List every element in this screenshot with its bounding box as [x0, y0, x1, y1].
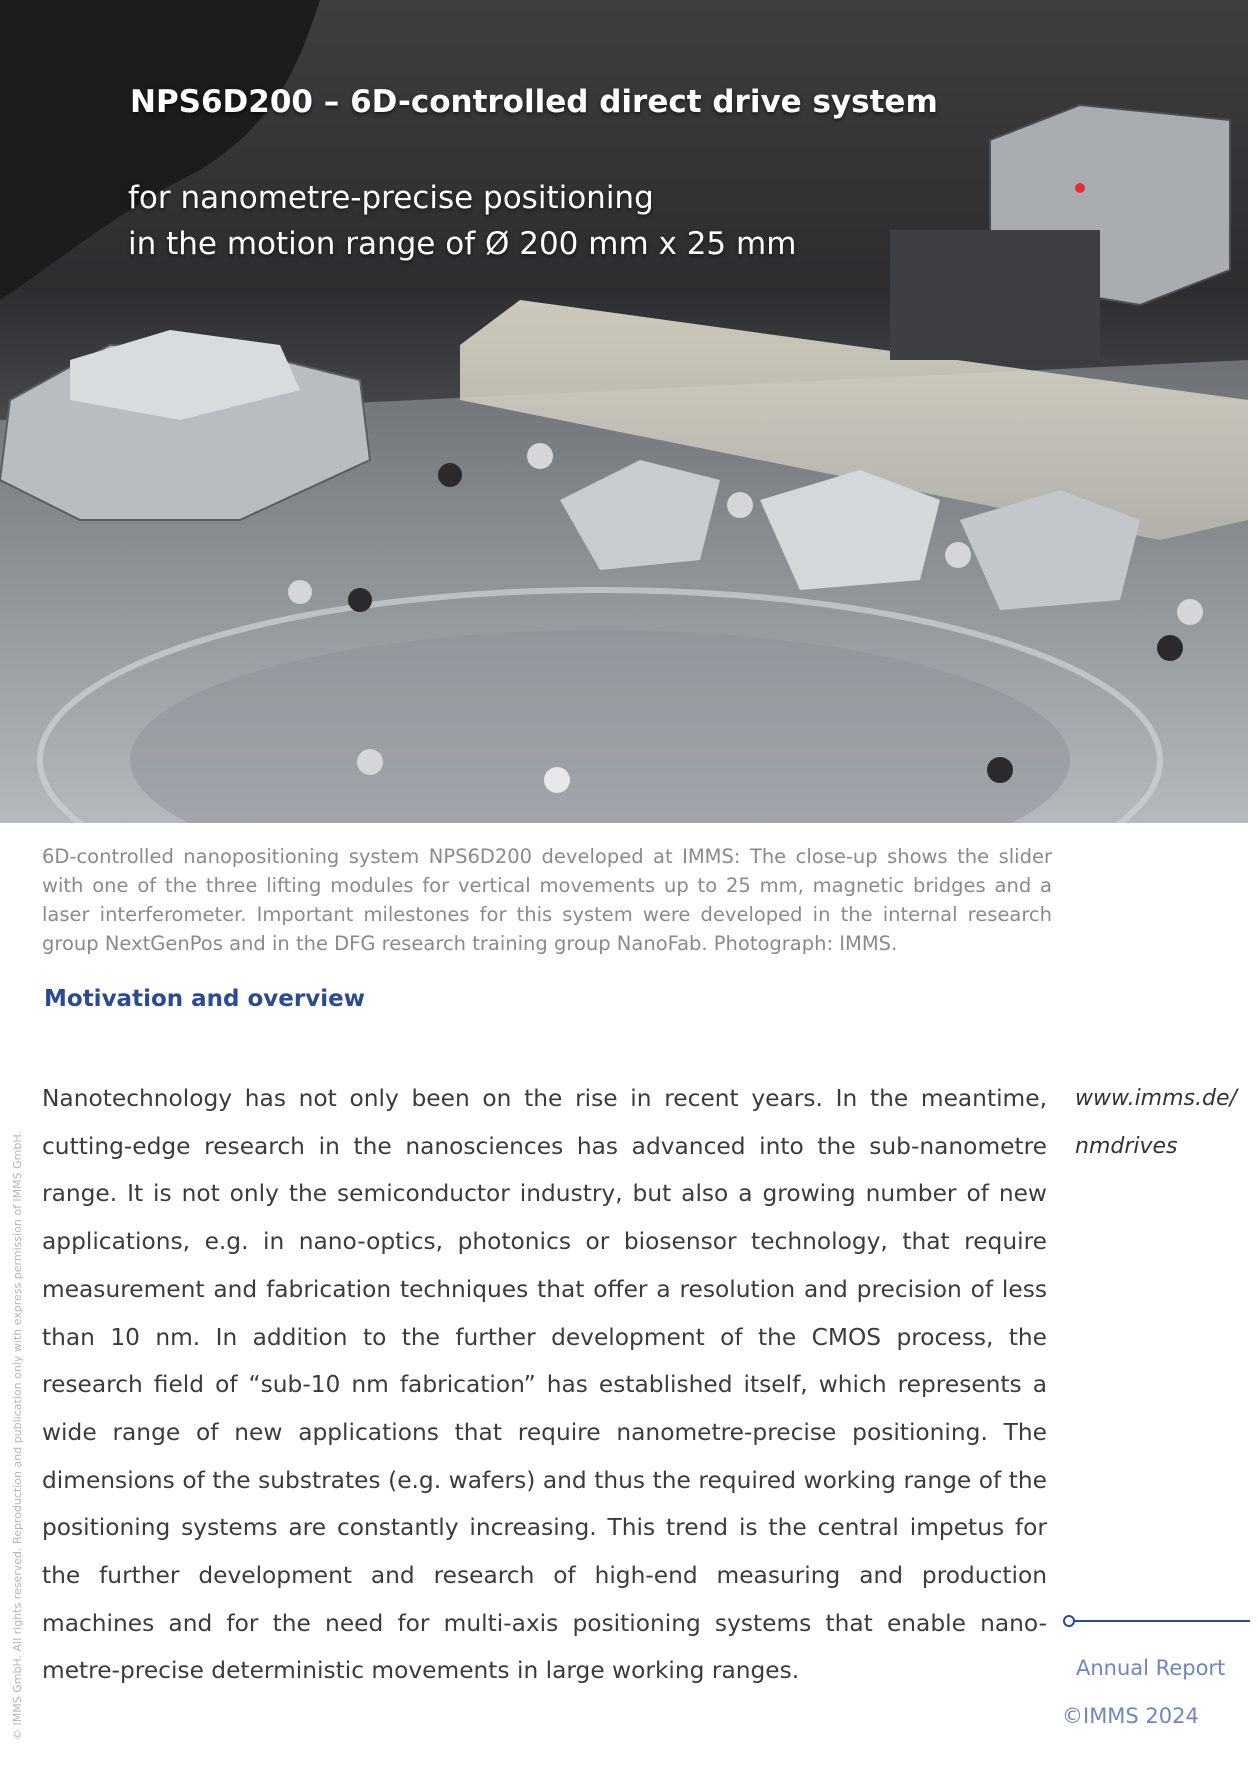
laser-led	[1075, 183, 1085, 193]
margin-copyright: © IMMS GmbH. All rights reserved. Reproduction and publication only with express permission of IMMS GmbH.	[11, 1131, 24, 1740]
annual-report-label: Annual Report	[1076, 1656, 1226, 1680]
screw	[987, 757, 1013, 783]
footer-rule-dot	[1063, 1615, 1075, 1627]
hero-photo	[0, 0, 1248, 823]
screw	[1157, 635, 1183, 661]
footer-rule	[1068, 1620, 1250, 1622]
hero-photo-illustration	[0, 0, 1248, 823]
screw	[288, 580, 312, 604]
photo-caption: 6D-controlled nanopositioning system NPS6D200 developed at IMMS: The close-up shows the slider with one of the three lifting modules for vertical movements up to 25 mm, magnetic bridges and a laser interferometer. Important milestones for this system were developed in the internal research group NextGenPos and in the DFG research training group NanoFab. Photograph: IMMS.	[42, 845, 1052, 955]
screw	[727, 492, 753, 518]
side-link[interactable]	[1075, 1075, 1237, 1170]
screw	[527, 443, 553, 469]
screw	[544, 767, 570, 793]
annual-report-copyright: ©IMMS 2024	[1062, 1704, 1199, 1728]
screw	[348, 588, 372, 612]
side-link-line-2[interactable]: nmdrives	[1075, 1133, 1178, 1159]
laser-mount	[890, 230, 1100, 360]
photo-subtitle-line-2: in the motion range of Ø 200 mm x 25 mm	[128, 226, 797, 262]
body-paragraph: Nanotechnology has not only been on the rise in recent years. In the meantime, cutting-edge research in the nanosciences has advanced into the sub-nanometre range. It is not only the semiconductor industry, but also a growing number of new applications, e.g. in nano-optics, photonics or biosensor technology, that require measurement and fabrication techniques that offer a resolution and precision of less than 10 nm. In addition to the further development of the CMOS process, the research field of “sub-10 nm fabrication” has established itself, which represents a wide range of new applications that require nanometre-precise positioning. The dimensions of the substrates (e.g. wafers) and thus the required working range of the positioning systems are constantly increasing. This trend is the central impetus for the further development and research of high-end measuring and production machines and for the need for multi-axis positioning systems that enable nano-metre-precise deterministic movements in large working ranges.	[42, 1085, 1047, 1685]
photo-subtitle-line-1: for nanometre-precise positioning	[128, 180, 654, 216]
screw	[438, 463, 462, 487]
screw	[945, 542, 971, 568]
photo-title: NPS6D200 – 6D-controlled direct drive system	[130, 84, 938, 120]
section-heading: Motivation and overview	[44, 986, 365, 1012]
screw	[357, 749, 383, 775]
screw	[1177, 599, 1203, 625]
side-link-line-1[interactable]: www.imms.de/	[1075, 1086, 1237, 1111]
